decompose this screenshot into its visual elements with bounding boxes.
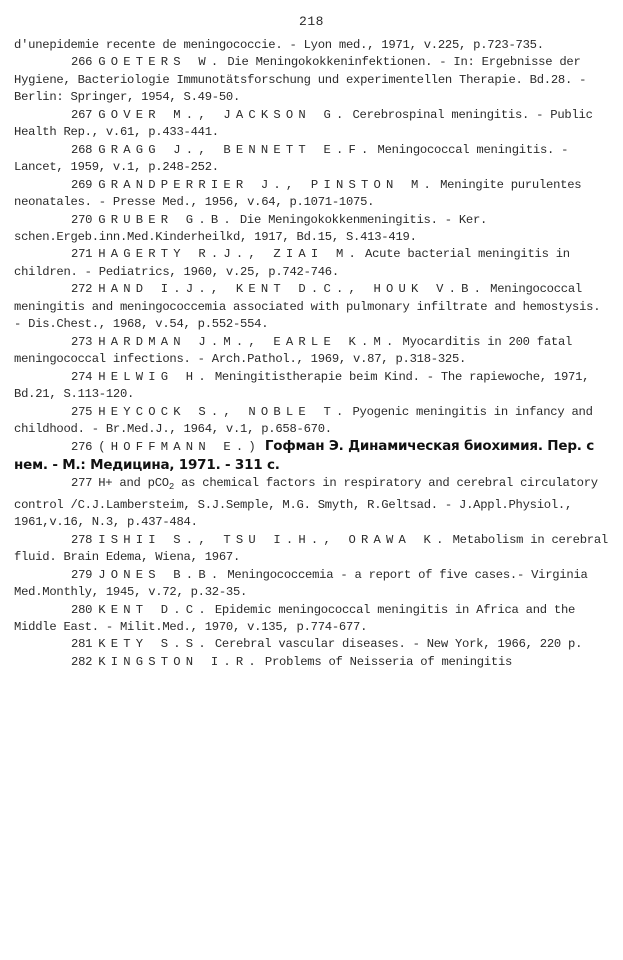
- entry-text: d'unepidemie recente de meningococcie. - Lyon med., 1971, v.225, p.723-735.: [14, 38, 544, 52]
- entry-number: 266: [71, 55, 93, 70]
- entry-number: 268: [71, 142, 93, 157]
- entry-text: Die Meningokokkeninfektionen. - In: Ergebnisse der Hygiene, Bacteriologie Immunotätsforschung und experimentellen Therapie. Bd.28. - Berlin: Springer, 1954, S.49-50.: [14, 55, 587, 105]
- entry-text: Cerebrospinal meningitis. - Public Health Rep., v.61, p.433-441.: [14, 107, 593, 140]
- bibliography-entry: [14, 246, 614, 281]
- entry-number: 273: [71, 334, 93, 349]
- bibliography-entry: [14, 404, 614, 439]
- bibliography-entry: [14, 177, 614, 212]
- entry-author: GOVER M., JACKSON G.: [98, 107, 349, 122]
- entry-author: (HOFFMANN E.): [98, 440, 261, 455]
- entry-number: 282: [71, 654, 93, 669]
- entry-text: as chemical factors in respiratory and cerebral circulatory control /C.J.Lambersteim, S.J.Semple, M.G. Smyth, R.Geltsad. - J.Appl.Physiol., 1961,v.16, N.3, p.437-484.: [14, 476, 598, 530]
- bibliography-entry: [14, 475, 614, 531]
- bibliography-entry: [14, 602, 614, 637]
- entry-number: 267: [71, 107, 93, 122]
- bibliography-entry: [14, 107, 614, 142]
- entry-number: 278: [71, 532, 93, 547]
- bibliography-entry: [14, 567, 614, 602]
- entry-author: HAGERTY R.J., ZIAI M.: [98, 247, 361, 262]
- entry-author: HELWIG H.: [98, 369, 211, 384]
- entry-author: GOETERS W.: [98, 55, 224, 70]
- entry-text: Myocarditis in 200 fatal meningococcal infections. - Arch.Pathol., 1969, v.87, p.318-325.: [14, 334, 573, 367]
- entry-number: 270: [71, 212, 93, 227]
- entry-text: Meningococcemia - a report of five cases.- Virginia Med.Monthly, 1945, v.72, p.32-35.: [14, 567, 588, 600]
- entry-author: GRANDPERRIER J., PINSTON M.: [98, 177, 437, 192]
- entry-author: HARDMAN J.M., EARLE K.M.: [98, 334, 399, 349]
- entry-author: HEYCOCK S., NOBLE T.: [98, 404, 349, 419]
- bibliography-entry: [14, 636, 614, 653]
- bibliography-entry: [14, 654, 614, 671]
- entry-text: Epidemic meningococcal meningitis in Africa and the Middle East. - Milit.Med., 1970, v.135, p.774-677.: [14, 602, 576, 634]
- entry-text: Acute bacterial meningitis in children. - Pediatrics, 1960, v.25, p.742-746.: [14, 247, 570, 279]
- entry-number: 272: [71, 282, 93, 297]
- entry-author: HAND I.J., KENT D.C., HOUK V.B.: [98, 282, 487, 297]
- subscript: 2: [168, 482, 174, 493]
- bibliography-list: [14, 37, 614, 671]
- entry-author: JONES B.B.: [98, 567, 224, 582]
- bibliography-entry: [14, 532, 614, 567]
- entry-russian-text: Гофман Э. Динамическая биохимия. Пер. с нем. - М.: Медицина, 1971. - 311 с.: [14, 438, 595, 473]
- bibliography-entry: [14, 438, 614, 475]
- entry-author: GRAGG J., BENNETT E.F.: [98, 142, 374, 157]
- entry-text: Die Meningokokkenmeningitis. - Ker. schen.Ergeb.inn.Med.Kinderheilkd, 1917, Bd.15, S.413-419.: [14, 212, 488, 244]
- entry-number: 276: [71, 440, 93, 455]
- entry-number: 277: [71, 476, 93, 491]
- entry-number: 279: [71, 567, 93, 582]
- entry-author: GRUBER G.B.: [98, 212, 236, 227]
- entry-text: Problems of Neisseria of meningitis: [264, 654, 513, 669]
- entry-text: Meningite purulentes neonatales. - Presse Med., 1956, v.64, p.1071-1075.: [14, 177, 582, 210]
- entry-text-prefix: H+ and pCO: [98, 476, 169, 491]
- bibliography-entry: [14, 37, 614, 54]
- entry-number: 275: [71, 404, 93, 419]
- entry-number: 269: [71, 177, 93, 192]
- entry-text: Cerebral vascular diseases. - New York, 1966, 220 p.: [214, 637, 583, 652]
- bibliography-entry: [14, 54, 614, 106]
- entry-number: 271: [71, 247, 93, 262]
- entry-text: Meningitistherapie beim Kind. - The rapiewoche, 1971, Bd.21, S.113-120.: [14, 369, 590, 402]
- entry-text: Meningococcal meningitis and meningococcemia associated with pulmonary infiltrate and hemostysis. - Dis.Chest., 1968, v.54, p.552-554.: [14, 282, 601, 332]
- entry-author: KENT D.C.: [98, 602, 211, 617]
- entry-text: Meningococcal meningitis. - Lancet, 1959, v.1, p.248-252.: [14, 142, 569, 175]
- entry-number: 281: [71, 637, 93, 652]
- bibliography-entry: [14, 334, 614, 369]
- page-number: 218: [299, 14, 324, 29]
- entry-number: 274: [71, 369, 93, 384]
- entry-number: 280: [71, 602, 93, 617]
- entry-author: KETY S.S.: [98, 637, 211, 652]
- bibliography-entry: [14, 281, 614, 333]
- entry-text: Pyogenic meningitis in infancy and childhood. - Br.Med.J., 1964, v.1, p.658-670.: [14, 404, 593, 436]
- bibliography-entry: [14, 142, 614, 177]
- bibliography-entry: [14, 369, 614, 404]
- entry-author: ISHII S., TSU I.H., ORAWA K.: [98, 532, 449, 547]
- entry-author: KINGSTON I.R.: [98, 654, 261, 669]
- bibliography-entry: [14, 212, 614, 247]
- entry-text: Metabolism in cerebral fluid. Brain Edema, Wiena, 1967.: [14, 532, 608, 565]
